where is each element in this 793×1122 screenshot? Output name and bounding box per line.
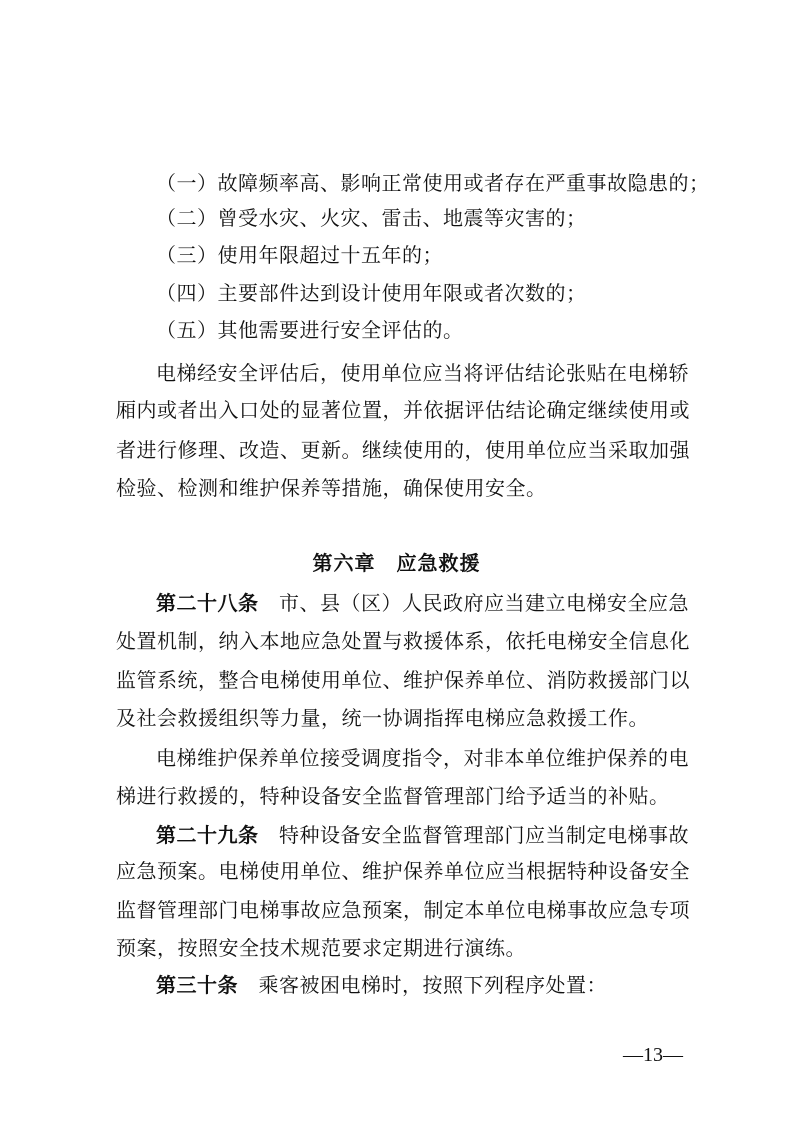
paragraph-1-line-3: 者进行修理、改造、更新。继续使用的，使用单位应当采取加强 <box>116 438 690 462</box>
article-28-label: 第二十八条 <box>156 591 259 615</box>
article-30-label: 第三十条 <box>156 973 238 997</box>
article-28-line-2: 处置机制，纳入本地应急处置与救援体系，依托电梯安全信息化 <box>116 629 690 653</box>
article-29-label: 第二十九条 <box>156 823 259 847</box>
paragraph-2-line-2: 梯进行救援的，特种设备安全监督管理部门给予适当的补贴。 <box>116 784 670 808</box>
paragraph-1-line-1: 电梯经安全评估后，使用单位应当将评估结论张贴在电梯轿 <box>156 361 689 385</box>
article-29-line-4: 预案，按照安全技术规范要求定期进行演练。 <box>116 936 526 960</box>
article-30-text-1: 乘客被困电梯时，按照下列程序处置： <box>238 973 607 997</box>
chapter-heading: 第六章 应急救援 <box>312 551 481 575</box>
paragraph-1-line-2: 厢内或者出入口处的显著位置，并依据评估结论确定继续使用或 <box>116 398 690 422</box>
article-30-line-1 <box>156 972 686 998</box>
article-29-line-1 <box>156 822 689 848</box>
paragraph-2-line-1: 电梯维护保养单位接受调度指令，对非本单位维护保养的电 <box>156 746 689 770</box>
list-item-2: （二）曾受水灾、火灾、雷击、地震等灾害的； <box>156 206 587 230</box>
page-number: —13— <box>623 1044 683 1066</box>
list-item-1: （一）故障频率高、影响正常使用或者存在严重事故隐患的； <box>156 171 710 195</box>
list-item-5: （五）其他需要进行安全评估的。 <box>156 318 464 342</box>
article-29-text-1: 特种设备安全监督管理部门应当制定电梯事故 <box>258 823 689 847</box>
article-28-text-1: 市、县（区）人民政府应当建立电梯安全应急 <box>258 591 689 615</box>
list-item-4: （四）主要部件达到设计使用年限或者次数的； <box>156 281 587 305</box>
article-28-line-4: 及社会救援组织等力量，统一协调指挥电梯应急救援工作。 <box>116 706 649 730</box>
article-29-line-3: 监督管理部门电梯事故应急预案，制定本单位电梯事故应急专项 <box>116 898 690 922</box>
list-item-3: （三）使用年限超过十五年的； <box>156 243 443 267</box>
article-28-line-3: 监管系统，整合电梯使用单位、维护保养单位、消防救援部门以 <box>116 668 690 692</box>
article-28-line-1 <box>156 590 689 616</box>
article-29-line-2: 应急预案。电梯使用单位、维护保养单位应当根据特种设备安全 <box>116 859 690 883</box>
paragraph-1-line-4: 检验、检测和维护保养等措施，确保使用安全。 <box>116 476 547 500</box>
